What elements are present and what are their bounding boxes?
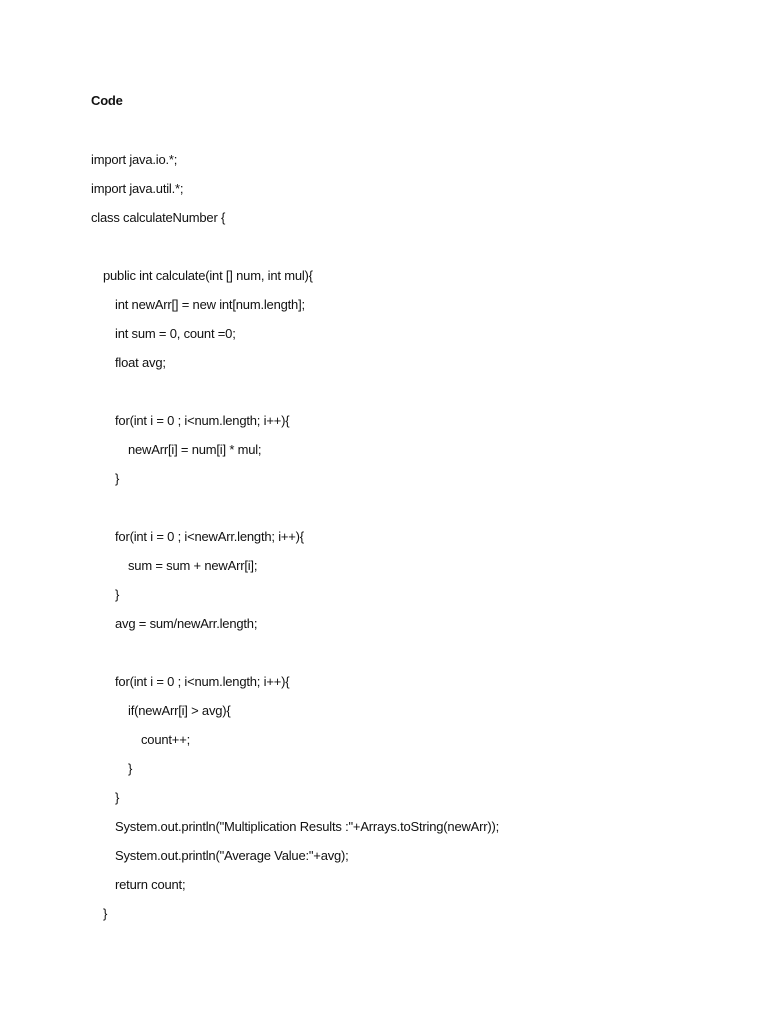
code-line: for(int i = 0 ; i<newArr.length; i++){: [115, 529, 304, 544]
code-line: }: [115, 471, 120, 486]
code-line: }: [115, 587, 120, 602]
code-line: public int calculate(int [] num, int mul){: [103, 268, 313, 283]
code-line: sum = sum + newArr[i];: [128, 558, 258, 573]
code-line: newArr[i] = num[i] * mul;: [128, 442, 262, 457]
code-line: int newArr[] = new int[num.length];: [115, 297, 305, 312]
code-line: }: [103, 906, 108, 921]
code-line: count++;: [141, 732, 190, 747]
code-line: return count;: [115, 877, 186, 892]
code-line: class calculateNumber {: [91, 210, 226, 225]
code-line: for(int i = 0 ; i<num.length; i++){: [115, 674, 290, 689]
code-line: }: [115, 790, 120, 805]
code-line: int sum = 0, count =0;: [115, 326, 236, 341]
code-line: }: [128, 761, 133, 776]
code-line: avg = sum/newArr.length;: [115, 616, 258, 631]
code-line: if(newArr[i] > avg){: [128, 703, 231, 718]
code-line: float avg;: [115, 355, 166, 370]
document-heading: Code: [91, 93, 123, 108]
code-line: System.out.println("Average Value:"+avg);: [115, 848, 349, 863]
code-line: import java.util.*;: [91, 181, 184, 196]
code-line: import java.io.*;: [91, 152, 178, 167]
code-line: for(int i = 0 ; i<num.length; i++){: [115, 413, 290, 428]
code-line: System.out.println("Multiplication Results :"+Arrays.toString(newArr));: [115, 819, 500, 834]
